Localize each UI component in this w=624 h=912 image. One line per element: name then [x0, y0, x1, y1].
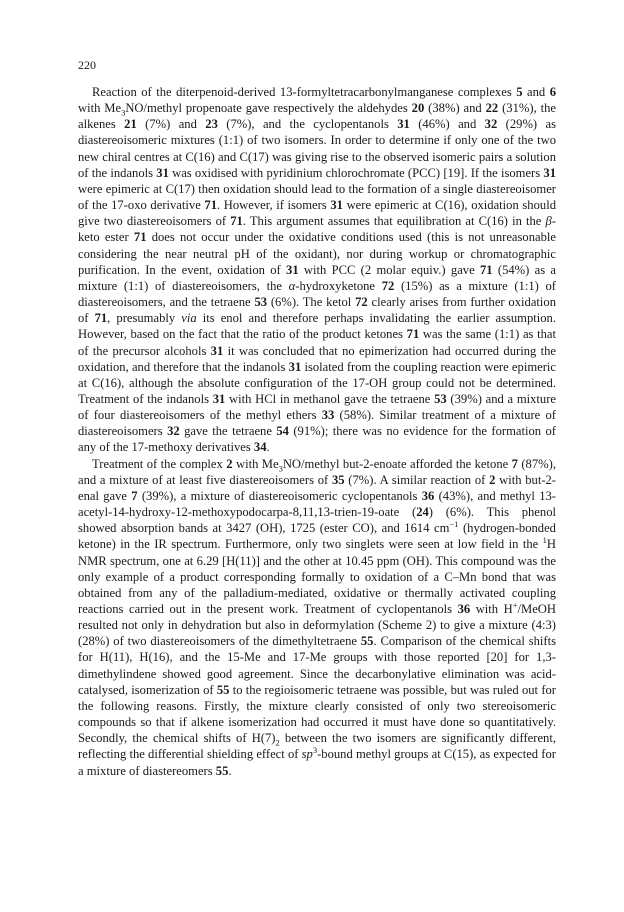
italic-text: via	[181, 311, 197, 326]
compound-number: 7	[511, 456, 518, 471]
text-run: isolated from the coupling reaction were epimeric at C(16), although the absolute configuration of the 17-OH group could not be determined. Treatment of the indanols	[78, 359, 556, 406]
text-run: (46%) and	[409, 117, 485, 132]
text-run: with Me	[232, 456, 279, 471]
compound-number: 7	[131, 488, 138, 503]
text-run: (87%), and a mixture of at least five diastereoisomers of	[78, 456, 556, 487]
compound-number: 31	[286, 262, 299, 277]
text-run: (29%) as diastereoisomeric mixtures (1:1) of two isomers. In order to determine if only one of the two new chiral centres at C(16) and C(17) was giving rise to the observed isomeric pairs a solution of the indanols	[78, 117, 557, 180]
superscript: 1	[542, 535, 547, 546]
compound-number: 33	[321, 408, 335, 423]
compound-number: 31	[288, 359, 302, 374]
compound-number: 31	[330, 198, 343, 213]
text-run: -hydroxyketone	[295, 278, 382, 293]
compound-number: 53	[254, 295, 268, 310]
compound-number: 71	[204, 198, 218, 213]
compound-number: 23	[205, 117, 218, 132]
text-run: , presumably	[107, 311, 182, 326]
compound-number: 31	[543, 165, 556, 180]
text-run: NO/methyl propenoate gave respectively the aldehydes	[125, 101, 412, 116]
text-run: (7%), and the cyclopentanols	[217, 117, 398, 132]
compound-number: 54	[276, 424, 289, 439]
compound-number: 32	[167, 424, 180, 439]
paragraph-2	[78, 456, 556, 779]
text-run: -bound methyl groups at C(15), as expected for a mixture of diastereomers	[78, 747, 556, 778]
compound-number: 31	[212, 391, 226, 406]
text-run: . Comparison of the chemical shifts for H(11), H(16), and the 15-Me and 17-Me groups with those reported [20] for 1,3-dimethylindene showed good agreement. Since the decarbonylative elimination was acid-catalysed, isomerization of	[78, 634, 556, 697]
text-run: (7%) and	[136, 117, 206, 132]
compound-number: 32	[484, 117, 498, 132]
text-run: .	[266, 440, 270, 455]
compound-number: 55	[215, 763, 229, 778]
compound-number: 71	[406, 327, 420, 342]
superscript: −1	[449, 519, 459, 530]
text-run: gave the tetraene	[179, 424, 277, 439]
compound-number: 71	[230, 214, 243, 229]
text-run: . However, if isomers	[217, 198, 331, 213]
compound-number: 72	[355, 295, 368, 310]
subscript: 3	[121, 107, 126, 118]
text-run: .	[228, 763, 232, 778]
text-run: (6%). The ketol	[267, 295, 356, 310]
text-run: with PCC (2 molar equiv.) gave	[298, 262, 480, 277]
text-run: were epimeric at C(16), oxidation should give two diastereoisomers of	[78, 198, 556, 229]
text-run: was oxidised with pyridinium chlorochromate (PCC) [19]. If the isomers	[168, 165, 544, 180]
text-run: and	[522, 85, 550, 99]
text-run: (91%); there was no evidence for the formation of any of the 17-methoxy derivatives	[78, 424, 556, 455]
text-run: (58%). Similar treatment of a mixture of diastereoisomers	[78, 408, 556, 439]
superscript: 3	[312, 745, 318, 756]
subscript: 2	[275, 737, 280, 748]
compound-number: 35	[331, 472, 345, 487]
compound-number: 53	[434, 391, 447, 406]
compound-number: 31	[156, 165, 169, 180]
compound-number: 71	[94, 311, 108, 326]
compound-number: 20	[411, 101, 425, 116]
text-run: (39%), a mixture of diastereoisomeric cyclopentanols	[137, 488, 422, 503]
text-run: (39%) and a mixture of four diastereoisomers of the methyl ethers	[78, 391, 557, 423]
text-run: with but-2-enal gave	[78, 472, 557, 503]
compound-number: 2	[489, 472, 496, 487]
text-run: (43%), and methyl 13-acetyl-14-hydroxy-12-methoxypodocarpa-8,11,13-trien-19-oate (	[78, 488, 556, 520]
compound-number: 5	[516, 85, 523, 99]
compound-number: 22	[485, 101, 499, 116]
compound-number: 31	[397, 117, 410, 132]
compound-number: 21	[124, 117, 137, 132]
compound-number: 36	[421, 488, 435, 503]
compound-number: 6	[549, 85, 557, 99]
compound-number: 36	[457, 602, 471, 616]
italic-text: α	[288, 278, 296, 293]
italic-text: sp	[301, 747, 313, 762]
text-run: clearly arises from further oxidation of	[78, 295, 557, 326]
superscript: +	[512, 599, 518, 610]
body-text	[78, 84, 556, 779]
text-run: H NMR spectrum, one at 6.29 [H(11)] and the other at 10.45 ppm (OH). This compound was the only example of a product corresponding formally to oxidation of a C–Mn bond that was obtained from any of the palladium-mediated, oxidative or thermally activated coupling reactions carried out in the present work. Treatment of cyclopentanols	[78, 537, 556, 616]
compound-number: 72	[381, 278, 395, 293]
compound-number: 55	[360, 634, 374, 649]
text-run: Treatment of the complex	[92, 456, 227, 471]
compound-number: 24	[416, 505, 429, 520]
page-number: 220	[78, 58, 96, 72]
compound-number: 2	[226, 456, 233, 471]
text-run: . This argument assumes that equilibration at C(16) in the	[242, 214, 546, 229]
text-run: was the same (1:1) as that of the precursor alcohols	[78, 327, 557, 358]
compound-number: 55	[216, 682, 230, 697]
compound-number: 34	[253, 440, 267, 455]
text-run: (54%) as a mixture (1:1) of diastereoisomers, the	[78, 262, 557, 293]
compound-number: 71	[479, 262, 493, 277]
text-run: (7%). A similar reaction of	[344, 472, 490, 487]
text-run: (38%) and	[424, 101, 486, 116]
subscript: 3	[278, 463, 283, 474]
text-run: NO/methyl but-2-enoate afforded the ketone	[282, 456, 512, 471]
text-run: its enol and therefore perhaps invalidating the earlier assumption. However, based on the fact that the ratio of the product ketones	[78, 311, 556, 342]
text-run: (15%) as a mixture (1:1) of diastereoisomers, and the tetraene	[78, 278, 556, 310]
text-run: to the regioisomeric tetraene was possible, but was ruled out for the following reasons. Firstly, the mixture clearly consisted of only two stereoisomeric compounds so that if alkene isomerization had occurred it must have done so quantitatively. Secondly, the chemical shifts of H(7)	[78, 682, 556, 746]
text-run: between the two isomers are significantly different, reflecting the differential shielding effect of	[78, 731, 556, 762]
text-run: (hydrogen-bonded ketone) in the IR spectrum. Furthermore, only two singlets were seen at low field in the	[78, 521, 556, 552]
text-run: does not occur under the oxidative conditions used (this is not unreasonable considering the near neutral pH of the oxidant), nor during workup or chromatographic purification. In the event, oxidation of	[78, 230, 556, 277]
italic-text: β	[545, 214, 552, 229]
compound-number: 71	[133, 230, 147, 245]
text-run: were epimeric at C(17) then oxidation should lead to the formation of a single diastereoisomer of the 17-oxo derivative	[78, 181, 556, 213]
text-run: -keto ester	[78, 214, 556, 245]
text-run: (31%), the alkenes	[78, 101, 556, 132]
text-run: with Me	[78, 101, 122, 116]
text-run: it was concluded that no epimerization had occurred during the oxidation, and therefore that the indanols	[78, 343, 556, 374]
paragraph-1	[78, 84, 556, 456]
text-run: ) (6%). This phenol showed absorption bands at 3427 (OH), 1725 (ester CO), and 1614 cm	[78, 505, 556, 536]
text-run: /MeOH resulted not only in dehydration but also in deformylation (Scheme 2) to give a mixture (4:3) (28%) of two diastereoisomers of the dimethyltetraene	[78, 602, 556, 649]
text-run: with HCl in methanol gave the tetraene	[225, 391, 435, 406]
text-run: Reaction of the diterpenoid-derived 13-formyltetracarbonylmanganese complexes	[92, 85, 517, 99]
text-run: with H	[470, 602, 513, 616]
compound-number: 31	[210, 343, 224, 358]
